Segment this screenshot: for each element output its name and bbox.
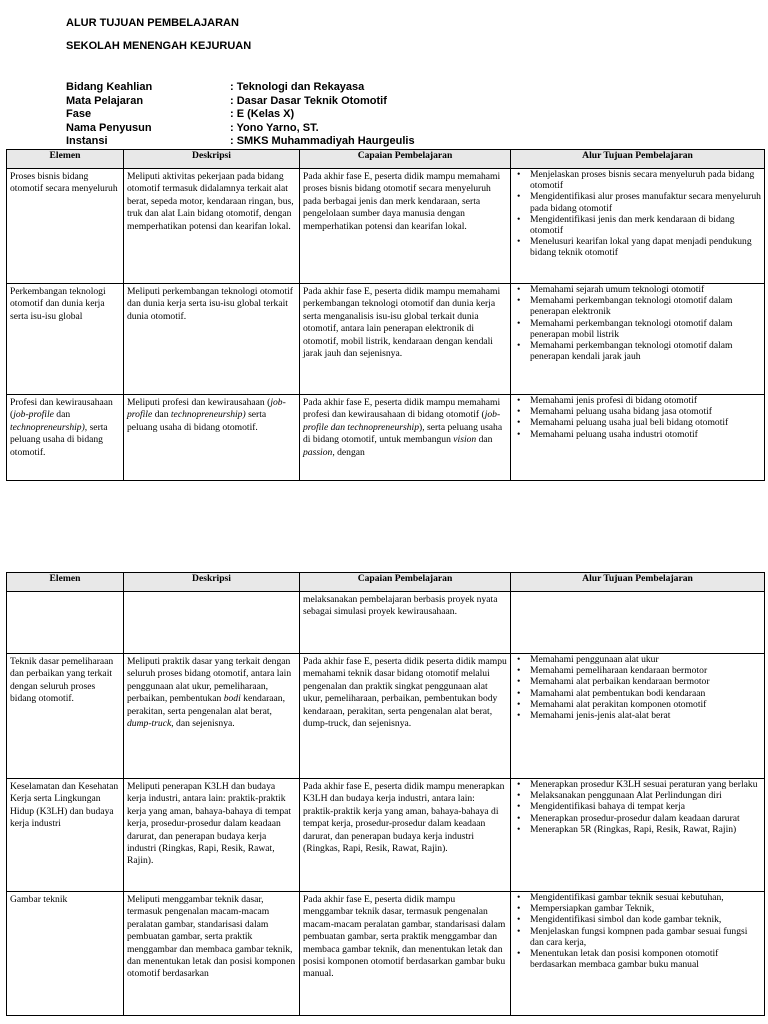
meta-label: Nama Penyusun [66,122,152,134]
cell-atp [511,779,765,892]
meta-value: : Yono Yarno, ST. [230,122,319,134]
cell-capaian: Pada akhir fase E, peserta didik mampu memahami proses bisnis bidang otomotif secara menyeluruh pada berbagai jenis dan merk kendaraan, serta pengelolaan sumber daya manusia dengan memperhatikan potensi dan kearifan lokal. [300,169,511,284]
cell-capaian: Pada akhir fase E, peserta didik mampu menerapkan K3LH dan budaya kerja industri, antara lain: praktik-praktik kerja yang aman, bahaya-bahaya di tempat kerja, prosedur-prosedur dalam keadaan darurat, dan penerapan budaya kerja industri (Ringkas, Rapi, Resik, Rawat, Rajin). [300,779,511,892]
column-header-elemen: Elemen [7,150,124,169]
cell-elemen: Keselamatan dan Kesehatan Kerja serta Lingkungan Hidup (K3LH) dan budaya kerja industri [7,779,124,892]
meta-value: : Dasar Dasar Teknik Otomotif [230,95,387,107]
list-item: • Memahami penggunaan alat ukur [514,654,761,665]
meta-row [66,122,319,135]
cell-elemen: Gambar teknik [7,892,124,1016]
document-title: ALUR TUJUAN PEMBELAJARAN [66,17,239,29]
list-item: • Memahami alat perbaikan kendaraan bermotor [514,676,761,687]
meta-row [66,135,415,148]
list-item: • Memahami alat perakitan komponen otomotif [514,699,761,710]
cell-capaian: melaksanakan pembelajaran berbasis proyek nyata sebagai simulasi proyek kewirausahaan. [300,592,511,654]
column-header-elemen: Elemen [7,573,124,592]
cell-deskripsi [124,592,300,654]
column-header-capaian: Capaian Pembelajaran [300,573,511,592]
list-item: • Memahami jenis-jenis alat-alat berat [514,710,761,721]
table-row [7,169,765,284]
document-subtitle: SEKOLAH MENENGAH KEJURUAN [66,40,252,52]
table-row [7,892,765,1016]
meta-value: : SMKS Muhammadiyah Haurgeulis [230,135,415,147]
list-item: • Mempersiapkan gambar Teknik, [514,903,761,914]
list-item: • Menelusuri kearifan lokal yang dapat menjadi pendukung bidang teknik otomotif [514,236,761,258]
list-item: • Menerapkan prosedur K3LH sesuai peraturan yang berlaku [514,779,761,790]
list-item: • Memahami sejarah umum teknologi otomotif [514,284,761,295]
cell-atp [511,169,765,284]
cell-deskripsi: Meliputi menggambar teknik dasar, termasuk pengenalan macam-macam peralatan gambar, standarisasi dalam pembuatan gambar, serta praktik menggambar dan membaca gambar teknik, dan menentukan letak dan posisi komponen otomotif berdasarkan [124,892,300,1016]
cell-deskripsi: Meliputi penerapan K3LH dan budaya kerja industri, antara lain: praktik-praktik kerja yang aman, bahaya-bahaya di tempat kerja, prosedur-prosedur dalam keadaan darurat, dan penerapan budaya kerja industri (Ringkas, Rapi, Resik, Rawat, Rajin). [124,779,300,892]
column-header-deskripsi: Deskripsi [124,573,300,592]
list-item: • Melaksanakan penggunaan Alat Perlindungan diri [514,790,761,801]
cell-atp [511,395,765,481]
cell-capaian: Pada akhir fase E, peserta didik mampu memahami perkembangan teknologi otomotif dan dunia kerja serta menganalisis isu-isu global terkait dunia otomotif, antara lain penerapan elektronik di otomotif, mobil listrik, kendaraan dengan kendali jarak jauh dan sejenisnya. [300,284,511,395]
meta-label: Bidang Keahlian [66,81,153,93]
meta-label: Fase [66,108,92,120]
atp-table-page-2 [6,572,765,1016]
table-row [7,654,765,779]
list-item: • Menerapkan 5R (Ringkas, Rapi, Resik, Rawat, Rajin) [514,824,761,835]
list-item: • Mamahami alat pembentukan bodi kendaraan [514,688,761,699]
table-row [7,592,765,654]
list-item: • Mengidentifikasi alur proses manufaktur secara menyeluruh pada bidang otomotif [514,191,761,213]
cell-atp [511,284,765,395]
cell-atp [511,592,765,654]
column-header-capaian: Capaian Pembelajaran [300,150,511,169]
list-item: • Memahami perkembangan teknologi otomotif dalam penerapan mobil listrik [514,318,761,340]
atp-table-page-1 [6,149,765,481]
list-item: • Mengidentifikasi bahaya di tempat kerja [514,801,761,812]
list-item: • Mengidentifikasi simbol dan kode gambar teknik, [514,914,761,925]
cell-deskripsi: Meliputi praktik dasar yang terkait dengan seluruh proses bidang otomotif, antara lain penggunaan alat ukur, pemeliharaan, perbaikan, pembentukan bodi kendaraan, perakitan, serta pengenalan alat berat, dump-truck, dan sejenisnya. [124,654,300,779]
cell-elemen: Profesi dan kewirausahaan (job-profile dan technopreneurship), serta peluang usaha di bidang otomotif. [7,395,124,481]
list-item: • Memahami peluang usaha industri otomotif [514,429,761,440]
list-item: • Menjelaskan fungsi kompnen pada gambar sesuai fungsi dan cara kerja, [514,926,761,948]
cell-deskripsi: Meliputi aktivitas pekerjaan pada bidang otomotif termasuk didalamnya terkait alat berat, sepeda motor, kendaraan ringan, bus, truk dan alat Lain bidang otomotif, dengan memperhatikan potensi dan kearifan lokal. [124,169,300,284]
cell-capaian: Pada akhir fase E, peserta didik mampu menggambar teknik dasar, termasuk pengenalan macam-macam peralatan gambar, standarisasi dalam pembuatan gambar, serta praktik menggambar dan membaca gambar teknik, dan menentukan letak dan posisi komponen otomotif berdasarkan gambar buku manual. [300,892,511,1016]
column-header-atp: Alur Tujuan Pembelajaran [511,573,765,592]
list-item: • Memahami perkembangan teknologi otomotif dalam penerapan kendali jarak jauh [514,340,761,362]
cell-capaian: Pada akhir fase E, peserta didik mampu memahami profesi dan kewirausahaan di bidang otomotif (job-profile dan technopreneurship), serta peluang usaha di bidang otomotif, untuk membangun vision dan passion, dengan [300,395,511,481]
cell-elemen: Teknik dasar pemeliharaan dan perbaikan yang terkait dengan seluruh proses bidang otomotif. [7,654,124,779]
table-row [7,779,765,892]
list-item: • Memahami jenis profesi di bidang otomotif [514,395,761,406]
meta-label: Instansi [66,135,108,147]
list-item: • Memahami perkembangan teknologi otomotif dalam penerapan elektronik [514,295,761,317]
meta-value: : E (Kelas X) [230,108,295,120]
column-header-atp: Alur Tujuan Pembelajaran [511,150,765,169]
cell-deskripsi: Meliputi profesi dan kewirausahaan (job-profile dan technopreneurship) serta peluang usaha di bidang otomotif. [124,395,300,481]
table-row [7,395,765,481]
list-item: • Mengidentifikasi gambar teknik sesuai kebutuhan, [514,892,761,903]
table-row [7,284,765,395]
meta-value: : Teknologi dan Rekayasa [230,81,365,93]
list-item: • Mengidentifikasi jenis dan merk kendaraan di bidang otomotif [514,214,761,236]
meta-row [66,95,387,108]
cell-atp [511,892,765,1016]
cell-atp [511,654,765,779]
meta-label: Mata Pelajaran [66,95,144,107]
list-item: • Memahami peluang usaha bidang jasa otomotif [514,406,761,417]
cell-elemen [7,592,124,654]
column-header-deskripsi: Deskripsi [124,150,300,169]
meta-row [66,108,295,121]
list-item: • Memahami peluang usaha jual beli bidang otomotif [514,417,761,428]
list-item: • Menerapkan prosedur-prosedur dalam keadaan darurat [514,813,761,824]
cell-elemen: Proses bisnis bidang otomotif secara menyeluruh [7,169,124,284]
cell-elemen: Perkembangan teknologi otomotif dan dunia kerja serta isu-isu global [7,284,124,395]
meta-row [66,81,365,94]
cell-capaian: Pada akhir fase E, peserta didik peserta didik mampu memahami teknik dasar bidang otomotif melalui pengenalan dan praktik singkat penggunaan alat ukur, pemeliharaan, perbaikan, pembentukan body kendaraan, perakitan, serta pengenalan alat berat, dump-truck, dan sejenisnya. [300,654,511,779]
list-item: • Memahami pemeliharaan kendaraan bermotor [514,665,761,676]
cell-deskripsi: Meliputi perkembangan teknologi otomotif dan dunia kerja serta isu-isu global terkait dunia otomotif. [124,284,300,395]
list-item: • Menentukan letak dan posisi komponen otomotif berdasarkan membaca gambar buku manual [514,948,761,970]
list-item: • Menjelaskan proses bisnis secara menyeluruh pada bidang otomotif [514,169,761,191]
